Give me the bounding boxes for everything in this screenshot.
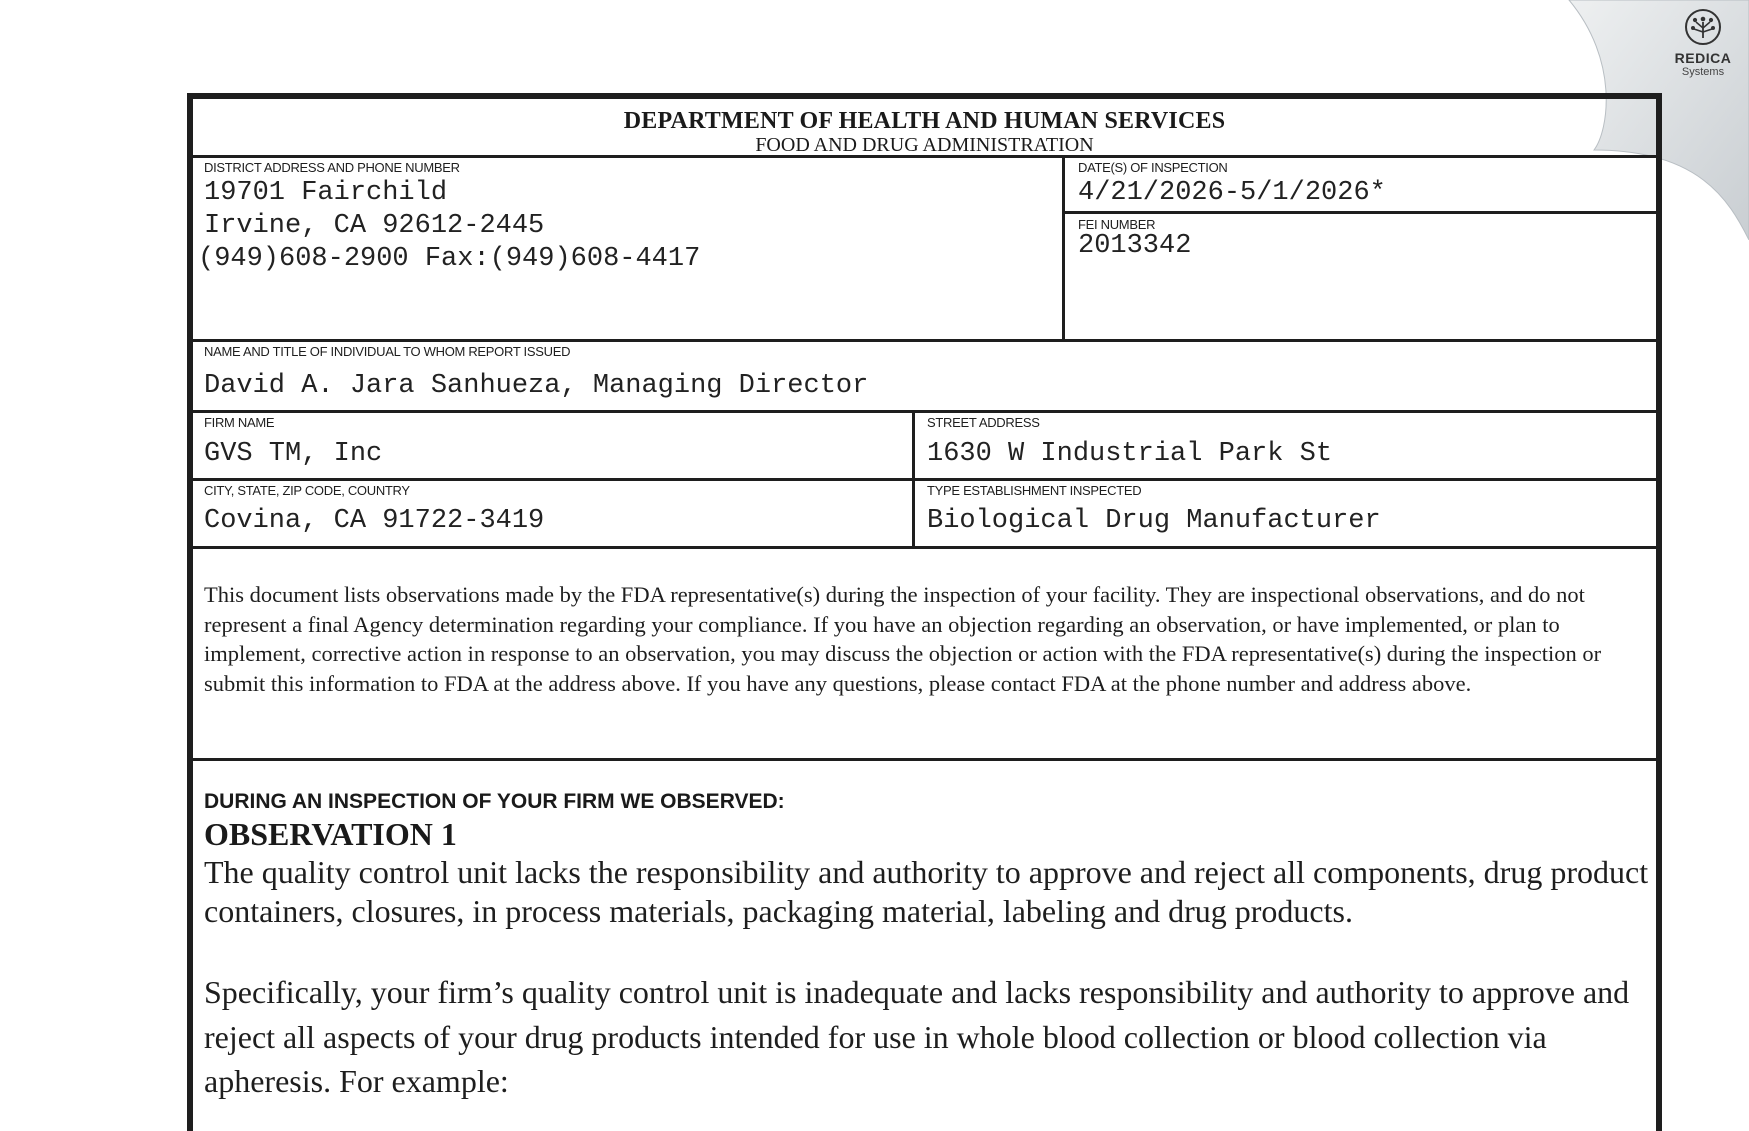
divider <box>1062 211 1657 214</box>
district-phone: (949)608-2900 Fax:(949)608-4417 <box>198 244 701 274</box>
divider <box>192 410 1657 413</box>
divider <box>192 155 1657 158</box>
firm-name-label: FIRM NAME <box>204 415 275 430</box>
establishment-type-value: Biological Drug Manufacturer <box>927 506 1381 536</box>
street-address-value: 1630 W Industrial Park St <box>927 439 1333 469</box>
department-title: DEPARTMENT OF HEALTH AND HUMAN SERVICES <box>623 108 1226 134</box>
individual-label: NAME AND TITLE OF INDIVIDUAL TO WHOM REPORT ISSUED <box>204 344 571 359</box>
firm-name-value: GVS TM, Inc <box>204 439 383 469</box>
redica-brand: REDICA <box>1674 50 1732 66</box>
form-483 <box>187 93 1662 1131</box>
divider <box>192 478 1657 481</box>
fei-value: 2013342 <box>1078 231 1192 261</box>
divider <box>192 339 1657 342</box>
redica-tree-icon <box>1684 8 1722 46</box>
city-state-label: CITY, STATE, ZIP CODE, COUNTRY <box>204 483 410 498</box>
inspection-dates-value: 4/21/2026-5/1/2026* <box>1078 178 1386 208</box>
district-line2: Irvine, CA 92612-2445 <box>204 211 545 241</box>
individual-value: David A. Jara Sanhueza, Managing Director <box>204 371 869 401</box>
fei-label: FEI NUMBER <box>1078 217 1156 232</box>
city-state-value: Covina, CA 91722-3419 <box>204 506 545 536</box>
inspection-dates-label: DATE(S) OF INSPECTION <box>1078 160 1228 175</box>
notice-paragraph: This document lists observations made by the FDA representative(s) during the inspection of your facility. They are inspectional observations, and do not represent a final Agency determination regarding your compliance. If you have an objection regarding an observation, or have implemented, or plan to implement, corrective action in response to an observation, you may discuss the objection or action with the FDA representative(s) during the inspection or submit this information to FDA at the address above. If you have any questions, please contact FDA at the phone number and address above. <box>204 582 1602 696</box>
agency-title: FOOD AND DRUG ADMINISTRATION <box>755 134 1094 156</box>
redica-logo <box>1663 8 1743 78</box>
divider <box>192 758 1657 761</box>
observation-specifically: Specifically, your firm’s quality control unit is inadequate and lacks responsibility and authority to approve and reject all aspects of your drug products intended for use in whole blood collection or blood collection via apheresis. For example: <box>204 974 1630 1099</box>
observation-title: OBSERVATION 1 <box>204 816 457 852</box>
divider <box>1062 155 1065 339</box>
divider <box>192 546 1657 549</box>
observation-text: The quality control unit lacks the responsibility and authority to approve and reject all components, drug product containers, closures, in process materials, packaging material, labeling and drug products. <box>204 854 1649 929</box>
redica-sub: Systems <box>1681 66 1725 78</box>
district-label: DISTRICT ADDRESS AND PHONE NUMBER <box>204 160 460 175</box>
observations-intro: DURING AN INSPECTION OF YOUR FIRM WE OBSERVED: <box>204 790 785 813</box>
district-line1: 19701 Fairchild <box>204 178 448 208</box>
establishment-type-label: TYPE ESTABLISHMENT INSPECTED <box>927 483 1142 498</box>
street-address-label: STREET ADDRESS <box>927 415 1040 430</box>
